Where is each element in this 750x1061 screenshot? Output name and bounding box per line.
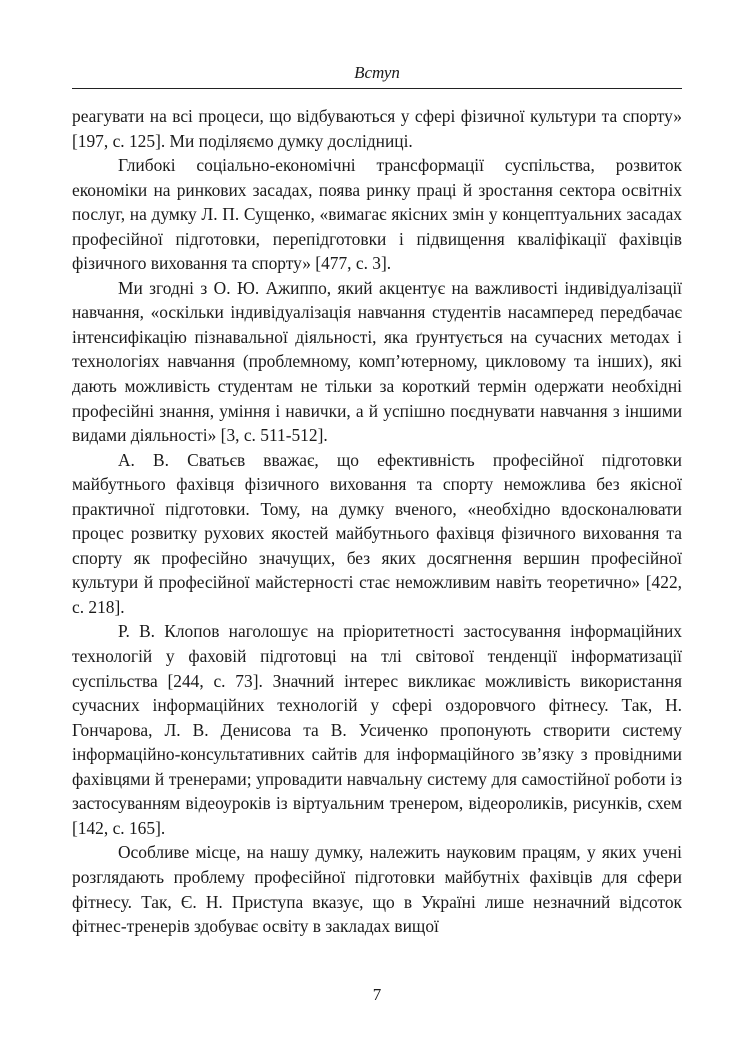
document-page (72, 0, 682, 1061)
paragraph: Ми згодні з О. Ю. Ажиппо, який акцентує на важливості індивідуалізації навчання, «оскільки індивідуалізація навчання студентів насамперед передбачає інтенсифікацію пізнавальної діяльності, яка ґрунтується на сучасних методах і технологіях навчання (проблемному, комп’ютерному, цикловому та інших), які дають можливість студентам не тільки за короткий термін одержати необхідні професійні знання, уміння і навички, а й успішно поєднувати навчання з іншими видами діяльності» [3, с. 511-512]. (72, 277, 682, 446)
running-header: Вступ (354, 63, 400, 82)
header-rule (72, 88, 682, 89)
paragraph: А. В. Сватьєв вважає, що ефективність професійної підготовки майбутнього фахівця фізичного виховання та спорту неможлива без якісної практичної підготовки. Тому, на думку вченого, «необхідно вдосконалювати процес розвитку рухових якостей майбутнього фахівця фізичного виховання та спорту як професійно значущих, без яких досягнення вершин професійної культури й професійної майстерності стає неможливим навіть теоретично» [422, с. 218]. (72, 449, 682, 617)
page-number: 7 (372, 985, 382, 1004)
paragraph-continuation: реагувати на всі процеси, що відбуваються у сфері фізичної культури та спорту» [197, с. 125]. Ми поділяємо думку дослідниці. (72, 106, 682, 151)
paragraph: Глибокі соціально-економічні трансформації суспільства, розвиток економіки на ринкових засадах, поява ринку праці й зростання сектора освітніх послуг, на думку Л. П. Сущенко, «вимагає якісних змін у концептуальних засадах професійної підготовки, перепідготовки і підвищення кваліфікації фахівців фізичного виховання та спорту» [477, с. 3]. (72, 155, 682, 274)
paragraph: Особливе місце, на нашу думку, належить науковим працям, у яких учені розглядають проблему професійної підготовки майбутніх фахівців для сфери фітнесу. Так, Є. Н. Приступа вказує, що в Україні лише незначний відсоток фітнес-тренерів здобуває освіту в закладах вищої (72, 842, 682, 937)
paragraph: Р. В. Клопов наголошує на пріоритетності застосування інформаційних технологій у фаховій підготовці на тлі світової тенденції інформатизації суспільства [244, с. 73]. Значний інтерес викликає можливість використання сучасних інформаційних технологій у сфері оздоровчого фітнесу. Так, Н. Гончарова, Л. В. Денисова та В. Усиченко пропонують створити систему інформаційно-консультативних сайтів для інформаційного зв’язку з провідними фахівцями й тренерами; упровадити навчальну систему для самостійної роботи із застосуванням відеоуроків із віртуальним тренером, відеороликів, рисунків, схем [142, с. 165]. (72, 621, 682, 838)
body-text (72, 104, 682, 939)
